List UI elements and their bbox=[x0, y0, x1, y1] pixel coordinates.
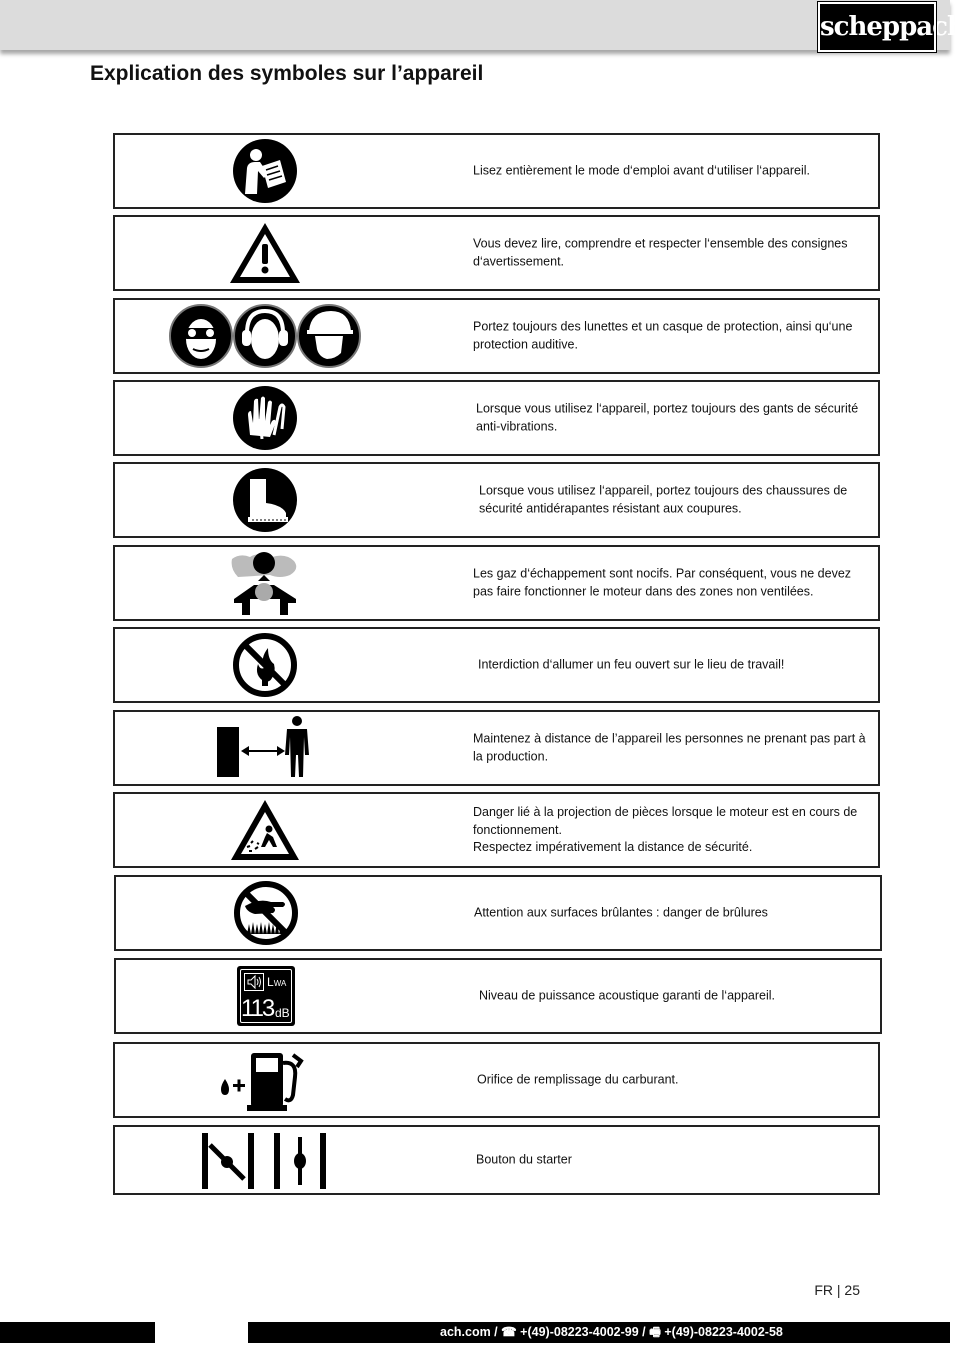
sound-power-level-icon bbox=[156, 960, 376, 1032]
fuel-filler-icon bbox=[155, 1044, 375, 1116]
symbol-row-debris bbox=[113, 792, 880, 868]
brand-logo: scheppach bbox=[818, 2, 936, 52]
read-manual-icon bbox=[155, 135, 375, 207]
hot-surface-icon bbox=[156, 877, 376, 949]
eye-ear-head-protection-icon bbox=[155, 300, 375, 372]
symbol-description: Interdiction d‘allumer un feu ouvert sur le lieu de travail! bbox=[478, 657, 785, 672]
symbol-row-sound-level bbox=[114, 958, 882, 1034]
symbol-row-protection bbox=[113, 298, 880, 374]
footer-gap bbox=[155, 1322, 248, 1343]
symbol-description: Bouton du starter bbox=[476, 1152, 572, 1167]
symbol-description: Maintenez à distance de l’appareil les personnes ne prenant pas part à la production. bbox=[473, 731, 866, 763]
symbol-description: Lorsque vous utilisez l‘appareil, portez toujours des chaussures de sécurité antidérapantes résistant aux coupures. bbox=[479, 483, 848, 515]
symbol-description: Lorsque vous utilisez l‘appareil, portez toujours des gants de sécurité anti-vibrations. bbox=[476, 401, 859, 433]
symbol-description: Portez toujours des lunettes et un casque de protection, ainsi qu‘une protection auditive. bbox=[473, 319, 853, 351]
warning-triangle-icon bbox=[155, 217, 375, 289]
symbol-row-no-fire bbox=[113, 627, 880, 703]
flying-debris-warning-icon bbox=[155, 794, 375, 866]
no-open-fire-icon bbox=[155, 629, 375, 701]
choke-icon bbox=[155, 1127, 375, 1193]
symbol-description-text: Danger lié à la projection de pièces lorsque le moteur est en cours de fonctionnement. Respectez impérativement la distance de sécurité. bbox=[473, 804, 858, 854]
safety-gloves-icon bbox=[155, 382, 375, 454]
symbol-row-exhaust bbox=[113, 545, 880, 621]
symbol-row-warning bbox=[113, 215, 880, 291]
symbol-row-boots bbox=[113, 462, 880, 538]
symbol-description: Orifice de remplissage du carburant. bbox=[477, 1072, 679, 1087]
symbol-row-read-manual bbox=[113, 133, 880, 209]
header-bar bbox=[0, 0, 965, 50]
symbol-row-gloves bbox=[113, 380, 880, 456]
symbol-description: Attention aux surfaces brûlantes : danger de brûlures bbox=[474, 905, 768, 920]
sound-level-unit: dB bbox=[275, 1006, 290, 1020]
lwa-label: LWA bbox=[267, 975, 287, 989]
symbol-row-choke bbox=[113, 1125, 880, 1195]
symbol-description: Vous devez lire, comprendre et respecter l‘ensemble des consignes d‘avertissement. bbox=[473, 236, 848, 268]
sound-level-label bbox=[237, 966, 295, 1026]
page-number: FR | 25 bbox=[814, 1282, 860, 1298]
speaker-icon bbox=[244, 973, 264, 991]
symbol-row-hot-surface bbox=[114, 875, 882, 951]
symbol-description: Les gaz d‘échappement sont nocifs. Par conséquent, vous ne devez pas faire fonctionner le moteur dans des zones non ventilées. bbox=[473, 566, 852, 598]
page-title: Explication des symboles sur l’appareil bbox=[90, 62, 484, 85]
symbol-description: Lisez entièrement le mode d‘emploi avant d‘utiliser l‘appareil. bbox=[473, 163, 810, 178]
safety-boots-icon bbox=[155, 464, 375, 536]
sound-level-value: 113 bbox=[241, 995, 274, 1022]
symbol-row-distance bbox=[113, 710, 880, 786]
symbol-row-fuel bbox=[113, 1042, 880, 1118]
keep-distance-icon bbox=[155, 712, 375, 784]
exhaust-fumes-icon bbox=[155, 547, 375, 619]
footer-bar bbox=[0, 1322, 950, 1343]
symbol-description bbox=[473, 804, 873, 857]
footer-contact: ach.com / ☎ +(49)-08223-4002-99 / 🖷 +(49)-08223-4002-58 bbox=[440, 1325, 783, 1339]
symbol-description: Niveau de puissance acoustique garanti de l‘appareil. bbox=[479, 988, 776, 1003]
